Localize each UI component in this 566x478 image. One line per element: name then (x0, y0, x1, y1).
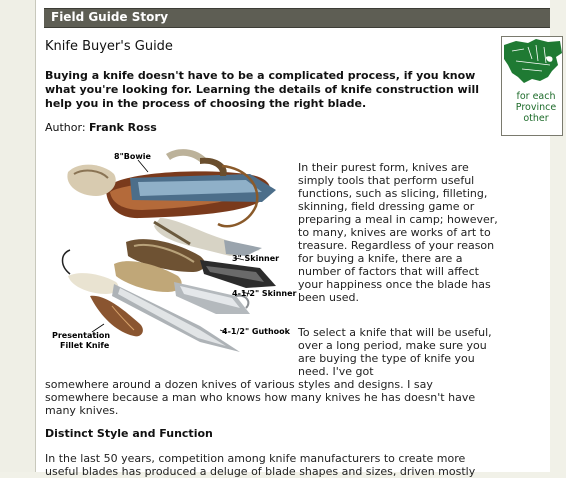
author-label: Author: (45, 121, 86, 134)
section-header-title: Field Guide Story (51, 10, 169, 24)
section-header (44, 8, 550, 28)
label-fillet-knife: Fillet Knife (60, 341, 110, 350)
article-paragraph-3: In the last 50 years, competition among knife manufacturers to create more useful blades has produced a deluge of blade shapes and sizes, driven mostly (45, 452, 476, 478)
knife-assortment-image (50, 146, 296, 376)
label-8-bowie: 8"Bowie (114, 152, 151, 161)
label-3-skinner: 3" Skinner (232, 254, 280, 263)
section-subheading: Distinct Style and Function (45, 427, 213, 440)
author-name: Frank Ross (89, 121, 157, 134)
article-title: Knife Buyer's Guide (45, 39, 173, 54)
label-412-skinner: 4-1/2" Skinner (232, 289, 297, 298)
label-presentation: Presentation (52, 331, 111, 340)
map-caption: for each Province other (515, 91, 557, 124)
map-sidebar-ad[interactable] (501, 36, 563, 136)
label-412-guthook: 4-1/2" Guthook (222, 327, 290, 336)
article-lead: Buying a knife doesn't have to be a complicated process, if you know what you're looking for. Learning the details of knife construction will help you in the process of choosing the right blade. (45, 69, 480, 110)
author-line (45, 121, 157, 134)
article-paragraph-2b: somewhere around a dozen knives of various styles and designs. I say somewhere because a man who knows how many knives he has doesn't have many knives. (45, 378, 476, 417)
article-paragraph-1: In their purest form, knives are simply tools that perform useful functions, such as slicing, filleting, skinning, field dressing game or preparing a meal in camp; however, to many, knives are works of art to treasure. Regardless of your reason for buying a knife, there are a number of factors that will affect your happiness once the blade has been used. (298, 161, 498, 304)
article-paragraph-2a: To select a knife that will be useful, over a long period, make sure you are buying the type of knife you need. I've got (298, 326, 492, 378)
north-america-map-icon (502, 37, 562, 87)
left-margin (0, 0, 36, 472)
